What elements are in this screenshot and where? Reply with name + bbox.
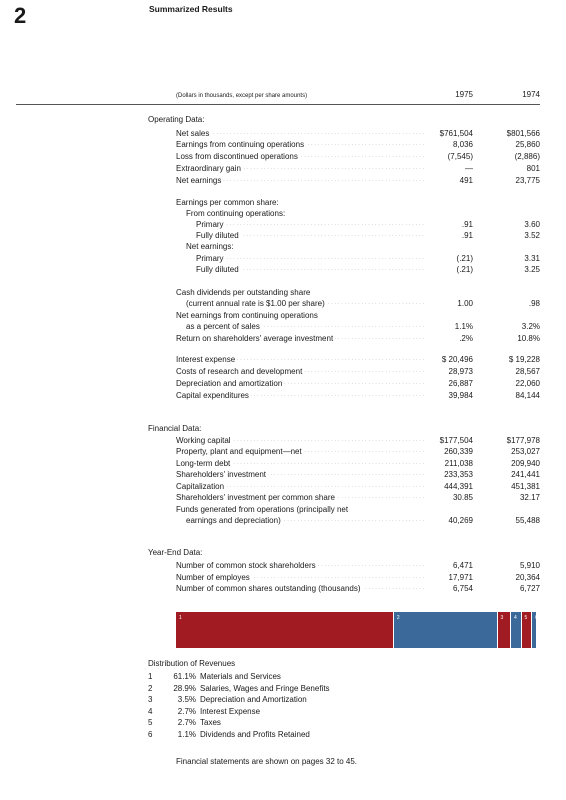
bar-segment-2 xyxy=(393,612,497,648)
value-1975: 40,269 xyxy=(448,516,473,525)
value-1975: 491 xyxy=(459,176,473,185)
table-row xyxy=(0,321,566,332)
row-label: Net earnings from continuing operations xyxy=(176,311,318,320)
revenue-distribution-bar xyxy=(176,612,536,648)
value-1975: .2% xyxy=(459,334,473,343)
value-1974: 451,381 xyxy=(511,482,540,491)
distribution-number: 5 xyxy=(148,718,153,727)
page-title: Summarized Results xyxy=(149,4,233,14)
value-1975: $761,504 xyxy=(439,129,473,138)
bar-segment-label: 4 xyxy=(513,615,517,621)
header-rule xyxy=(16,104,540,105)
value-1974: (2,886) xyxy=(514,152,540,161)
row-label: Fully diluted . . . xyxy=(196,264,425,275)
table-row xyxy=(0,287,566,298)
value-1974: $177,978 xyxy=(506,436,540,445)
value-1975: 1.1% xyxy=(454,322,473,331)
value-1975: 8,036 xyxy=(452,140,473,149)
table-row xyxy=(0,390,566,401)
row-label: Funds generated from operations (principally net xyxy=(176,505,349,514)
table-row xyxy=(0,435,566,446)
table-row xyxy=(0,333,566,344)
value-1975: 28,973 xyxy=(448,367,473,376)
distribution-number: 4 xyxy=(148,706,153,716)
row-label: Fully diluted . . . xyxy=(196,230,425,241)
value-1974: 20,364 xyxy=(515,573,540,582)
row-label: Loss from discontinued operations . . . xyxy=(176,151,425,162)
table-row xyxy=(0,446,566,457)
value-1974: 3.52 xyxy=(524,231,540,240)
row-label: Number of common stock shareholders . . . xyxy=(176,560,425,571)
row-label: Earnings per common share: xyxy=(176,198,279,207)
value-1974: 801 xyxy=(526,164,540,173)
distribution-label: Taxes xyxy=(200,718,221,727)
table-row xyxy=(0,583,566,594)
value-1975: 233,353 xyxy=(444,470,473,479)
table-row xyxy=(0,175,566,186)
row-label: Net sales . . . xyxy=(176,128,425,139)
row-label: Primary . . . xyxy=(196,219,425,230)
value-1975: — xyxy=(465,164,473,173)
distribution-percent: 2.7% xyxy=(177,718,196,727)
value-1974: 25,860 xyxy=(515,140,540,149)
value-1974: 55,488 xyxy=(515,516,540,525)
value-1975: 17,971 xyxy=(448,573,473,582)
row-label: Costs of research and development . . . xyxy=(176,366,425,377)
distribution-number: 1 xyxy=(148,672,153,681)
table-row xyxy=(0,572,566,583)
value-1974: 209,940 xyxy=(511,459,540,468)
column-header-1975: 1975 xyxy=(455,90,473,99)
value-1975: .91 xyxy=(461,231,473,240)
distribution-percent: 61.1% xyxy=(173,672,196,681)
table-units-note: (Dollars in thousands, except per share amounts) xyxy=(176,93,308,99)
table-row xyxy=(0,378,566,389)
row-label: Earnings from continuing operations . . . xyxy=(176,139,425,150)
page-number: 2 xyxy=(14,3,27,28)
distribution-number: 2 xyxy=(148,683,153,693)
table-row xyxy=(0,264,566,275)
value-1974: $ 19,228 xyxy=(508,355,540,364)
row-label: Capital expenditures . . . xyxy=(176,390,425,401)
table-row xyxy=(0,128,566,139)
table-row xyxy=(0,241,566,252)
distribution-label: Dividends and Profits Retained xyxy=(200,729,310,739)
row-label: Shareholders' investment per common share . . . xyxy=(176,492,425,503)
value-1975: 1.00 xyxy=(457,299,473,308)
distribution-label: Depreciation and Amortization xyxy=(200,695,307,704)
value-1975: .91 xyxy=(461,220,473,229)
value-1975: 211,038 xyxy=(444,459,473,468)
row-label: (current annual rate is $1.00 per share) . . . xyxy=(186,298,425,309)
table-row xyxy=(0,504,566,515)
value-1974: 3.60 xyxy=(524,220,540,229)
distribution-percent: 28.9% xyxy=(173,683,196,693)
value-1974: $801,566 xyxy=(506,129,540,138)
bar-segment-label: 5 xyxy=(524,615,528,621)
row-label: Number of employes . . . xyxy=(176,572,425,583)
value-1975: $177,504 xyxy=(439,436,473,445)
value-1975: 39,984 xyxy=(448,391,473,400)
table-row xyxy=(0,515,566,526)
row-label: Depreciation and amortization . . . xyxy=(176,378,425,389)
table-row xyxy=(0,492,566,503)
bar-segment-5 xyxy=(521,612,532,648)
value-1974: 3.31 xyxy=(524,254,540,263)
value-1974: 22,060 xyxy=(515,379,540,388)
distribution-number: 6 xyxy=(148,729,153,739)
distribution-percent: 2.7% xyxy=(177,706,196,716)
value-1975: 30.85 xyxy=(452,493,473,502)
bar-segment-label: 2 xyxy=(396,615,400,621)
table-row xyxy=(0,163,566,174)
table-row xyxy=(0,298,566,309)
bar-segment-3 xyxy=(497,612,510,648)
value-1974: 23,775 xyxy=(515,176,540,185)
table-row xyxy=(0,481,566,492)
value-1975: (.21) xyxy=(456,254,473,263)
value-1974: 6,727 xyxy=(519,584,540,593)
section-operating-data: Operating Data: xyxy=(148,115,205,124)
column-header-1974: 1974 xyxy=(522,90,540,99)
table-row xyxy=(0,253,566,264)
value-1975: 444,391 xyxy=(444,482,473,491)
row-label: Extraordinary gain . . . xyxy=(176,163,425,174)
table-row xyxy=(0,219,566,230)
bar-segment-label: 6 xyxy=(535,615,538,621)
row-label: Interest expense . . . xyxy=(176,354,425,365)
bar-segment-label: 1 xyxy=(179,615,182,621)
distribution-label: Salaries, Wages and Fringe Benefits xyxy=(200,683,330,693)
row-label: Net earnings . . . xyxy=(176,175,425,186)
table-row xyxy=(0,230,566,241)
value-1974: 3.2% xyxy=(521,322,540,331)
bar-segment-label: 3 xyxy=(500,615,504,621)
row-label: Working capital . . . xyxy=(176,435,425,446)
row-label: as a percent of sales . . . xyxy=(186,321,425,332)
row-label: Net earnings: xyxy=(186,242,234,251)
value-1974: 241,441 xyxy=(511,470,540,479)
footer-note: Financial statements are shown on pages 32 to 45. xyxy=(176,757,357,766)
table-row xyxy=(0,469,566,480)
value-1975: 26,887 xyxy=(448,379,473,388)
table-row xyxy=(0,139,566,150)
value-1975: $ 20,496 xyxy=(441,355,473,364)
table-row xyxy=(0,366,566,377)
value-1974: .98 xyxy=(528,299,540,308)
value-1974: 84,144 xyxy=(515,391,540,400)
value-1974: 28,567 xyxy=(515,367,540,376)
row-label: Shareholders' investment . . . xyxy=(176,469,425,480)
section-year-end-data: Year-End Data: xyxy=(148,548,203,557)
value-1974: 10.8% xyxy=(517,334,540,343)
row-label: Return on shareholders' average investment . . . xyxy=(176,333,425,344)
distribution-percent: 1.1% xyxy=(177,729,196,739)
row-label: From continuing operations: xyxy=(186,209,286,218)
section-financial-data: Financial Data: xyxy=(148,424,202,433)
value-1974: 32.17 xyxy=(519,493,540,502)
distribution-label: Interest Expense xyxy=(200,706,261,716)
row-label: Number of common shares outstanding (thousands) . . . xyxy=(176,583,425,594)
table-row xyxy=(0,208,566,219)
distribution-title: Distribution of Revenues xyxy=(148,659,236,668)
value-1975: 6,471 xyxy=(452,561,473,570)
table-row xyxy=(0,560,566,571)
row-label: Capitalization . . . xyxy=(176,481,425,492)
value-1974: 3.25 xyxy=(524,265,540,274)
distribution-percent: 3.5% xyxy=(177,695,196,704)
table-row xyxy=(0,458,566,469)
distribution-number: 3 xyxy=(148,695,153,704)
row-label: Property, plant and equipment—net . . . xyxy=(176,446,425,457)
row-label: Primary . . . xyxy=(196,253,425,264)
bar-segment-6 xyxy=(531,612,536,648)
row-label: earnings and depreciation) . . . xyxy=(186,515,425,526)
distribution-label: Materials and Services xyxy=(200,672,281,681)
value-1975: 260,339 xyxy=(444,447,473,456)
row-label: Long-term debt . . . xyxy=(176,458,425,469)
table-row xyxy=(0,197,566,208)
row-label: Cash dividends per outstanding share xyxy=(176,288,311,297)
value-1975: 6,754 xyxy=(452,584,473,593)
bar-segment-4 xyxy=(510,612,521,648)
table-row xyxy=(0,151,566,162)
value-1975: (.21) xyxy=(456,265,473,274)
table-row xyxy=(0,354,566,365)
value-1974: 5,910 xyxy=(519,561,540,570)
value-1974: 253,027 xyxy=(511,447,540,456)
value-1975: (7,545) xyxy=(447,152,473,161)
bar-segment-1 xyxy=(176,612,393,648)
table-row xyxy=(0,310,566,321)
